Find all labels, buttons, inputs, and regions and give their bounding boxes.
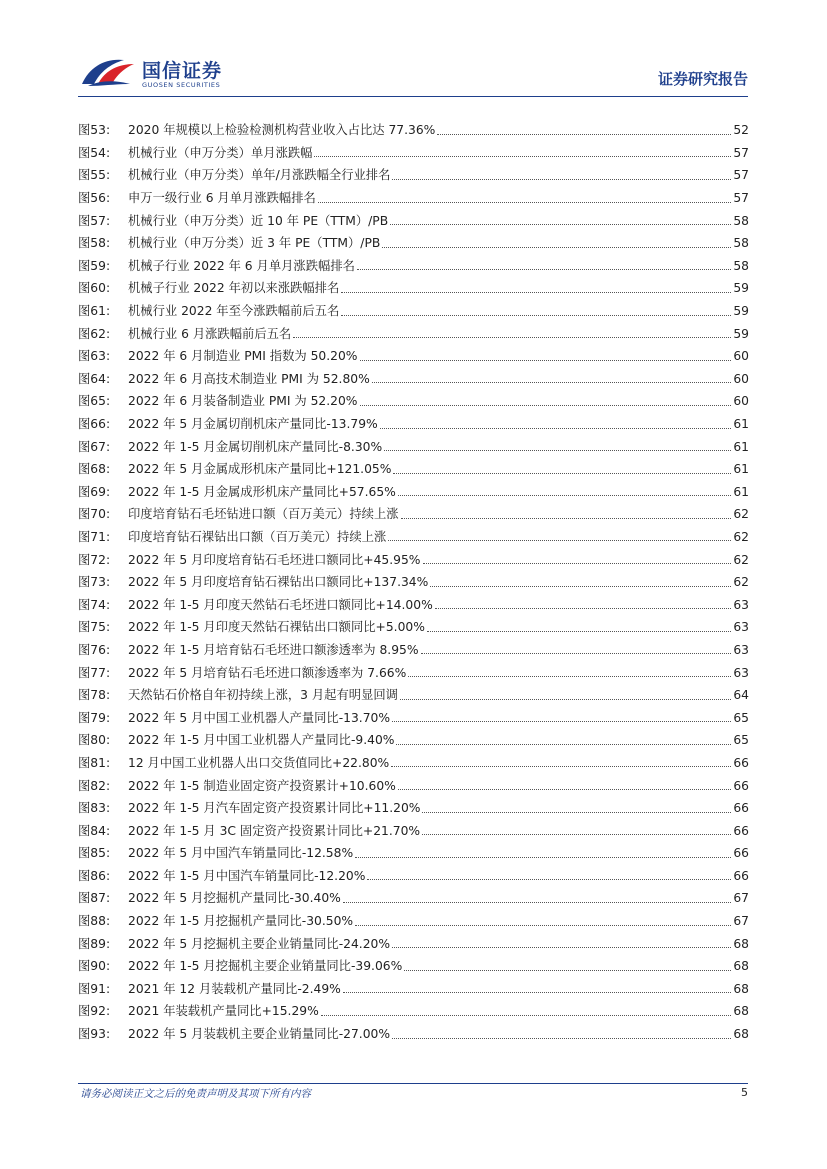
toc-page-number: 63 <box>733 642 749 657</box>
toc-entry[interactable] <box>78 978 749 1001</box>
toc-dot-leader <box>314 156 731 157</box>
toc-page-number: 68 <box>733 1027 749 1042</box>
toc-dot-leader <box>392 721 731 722</box>
toc-figure-number: 图71: <box>78 529 111 544</box>
toc-page-number: 52 <box>733 123 749 138</box>
toc-entry[interactable] <box>78 1023 749 1046</box>
toc-figure-number: 图59: <box>78 258 111 273</box>
toc-figure-number: 图68: <box>78 462 111 477</box>
toc-entry[interactable] <box>78 571 749 594</box>
toc-figure-title: 12 月中国工业机器人出口交货值同比+22.80% <box>128 755 390 770</box>
toc-entry[interactable] <box>78 774 749 797</box>
toc-figure-title: 2022 年 1-5 月印度天然钻石裸钻出口额同比+5.00% <box>128 620 425 635</box>
toc-figure-title: 2022 年 1-5 月金属成形机床产量同比+57.65% <box>128 484 396 499</box>
toc-figure-title: 2022 年 6 月高技术制造业 PMI 为 52.80% <box>128 371 370 386</box>
toc-page-number: 67 <box>733 914 749 929</box>
toc-figure-title: 2022 年 6 月制造业 PMI 指数为 50.20% <box>128 349 358 364</box>
toc-dot-leader <box>427 631 731 632</box>
toc-figure-number: 图66: <box>78 417 111 432</box>
toc-figure-title: 2022 年 1-5 月培育钻石毛坯进口额渗透率为 8.95% <box>128 642 419 657</box>
toc-entry[interactable] <box>78 639 749 662</box>
toc-page-number: 66 <box>733 778 749 793</box>
report-type-label: 证券研究报告 <box>657 70 748 88</box>
toc-dot-leader <box>392 1038 731 1039</box>
toc-figure-number: 图58: <box>78 236 111 251</box>
toc-figure-number: 图73: <box>78 575 111 590</box>
toc-page-number: 59 <box>733 326 749 341</box>
toc-figure-title: 机械子行业 2022 年初以来涨跌幅排名 <box>128 281 340 296</box>
toc-figure-title: 2022 年 1-5 月中国汽车销量同比-12.20% <box>128 868 366 883</box>
toc-figure-title: 2022 年 1-5 月金属切削机床产量同比-8.30% <box>128 439 383 454</box>
toc-page-number: 62 <box>733 575 749 590</box>
toc-figure-title: 2022 年 5 月中国汽车销量同比-12.58% <box>128 846 354 861</box>
toc-dot-leader <box>343 902 732 903</box>
toc-figure-number: 图65: <box>78 394 111 409</box>
toc-page-number: 65 <box>733 733 749 748</box>
toc-figure-title: 印度培育钻石裸钻出口额（百万美元）持续上涨 <box>128 529 387 544</box>
figure-toc-list <box>78 119 749 1045</box>
toc-page-number: 68 <box>733 1004 749 1019</box>
toc-page-number: 62 <box>733 552 749 567</box>
toc-entry[interactable] <box>78 729 749 752</box>
toc-dot-leader <box>393 473 731 474</box>
toc-figure-title: 申万一级行业 6 月单月涨跌幅排名 <box>128 191 316 206</box>
toc-page-number: 65 <box>733 710 749 725</box>
toc-dot-leader <box>422 812 731 813</box>
toc-figure-title: 2022 年 1-5 月汽车固定资产投资累计同比+11.20% <box>128 801 421 816</box>
toc-figure-number: 图56: <box>78 191 111 206</box>
toc-entry[interactable] <box>78 413 749 436</box>
toc-figure-number: 图81: <box>78 755 111 770</box>
toc-entry[interactable] <box>78 842 749 865</box>
toc-entry[interactable] <box>78 255 749 278</box>
toc-dot-leader <box>396 744 731 745</box>
toc-figure-number: 图72: <box>78 552 111 567</box>
toc-dot-leader <box>390 224 731 225</box>
company-logo <box>80 54 240 96</box>
toc-page-number: 68 <box>733 981 749 996</box>
toc-entry[interactable] <box>78 865 749 888</box>
toc-figure-number: 图63: <box>78 349 111 364</box>
toc-figure-number: 图53: <box>78 123 111 138</box>
toc-figure-number: 图62: <box>78 326 111 341</box>
toc-entry[interactable] <box>78 481 749 504</box>
toc-page-number: 66 <box>733 801 749 816</box>
toc-entry[interactable] <box>78 368 749 391</box>
toc-entry[interactable] <box>78 300 749 323</box>
toc-entry[interactable] <box>78 119 749 142</box>
toc-page-number: 67 <box>733 891 749 906</box>
toc-figure-title: 机械行业（申万分类）单年/月涨跌幅全行业排名 <box>128 168 391 183</box>
toc-page-number: 66 <box>733 823 749 838</box>
toc-dot-leader <box>423 563 732 564</box>
toc-figure-number: 图61: <box>78 304 111 319</box>
toc-figure-title: 2022 年 5 月培育钻石毛坯进口额渗透率为 7.66% <box>128 665 407 680</box>
toc-figure-title: 2021 年 12 月装载机产量同比-2.49% <box>128 981 341 996</box>
toc-figure-number: 图93: <box>78 1027 111 1042</box>
toc-entry[interactable] <box>78 164 749 187</box>
toc-figure-number: 图76: <box>78 642 111 657</box>
toc-page-number: 60 <box>733 371 749 386</box>
toc-figure-number: 图57: <box>78 213 111 228</box>
toc-page-number: 58 <box>733 236 749 251</box>
toc-figure-title: 2020 年规模以上检验检测机构营业收入占比达 77.36% <box>128 123 436 138</box>
toc-dot-leader <box>408 676 731 677</box>
toc-figure-number: 图67: <box>78 439 111 454</box>
toc-page-number: 63 <box>733 620 749 635</box>
toc-dot-leader <box>400 699 731 700</box>
toc-figure-title: 机械行业 2022 年至今涨跌幅前后五名 <box>128 304 340 319</box>
toc-figure-title: 2022 年 5 月中国工业机器人产量同比-13.70% <box>128 710 391 725</box>
toc-dot-leader <box>422 834 731 835</box>
toc-figure-number: 图87: <box>78 891 111 906</box>
toc-figure-title: 印度培育钻石毛坯钻进口额（百万美元）持续上涨 <box>128 507 399 522</box>
toc-entry[interactable] <box>78 390 749 413</box>
toc-dot-leader <box>360 405 732 406</box>
toc-figure-number: 图79: <box>78 710 111 725</box>
toc-dot-leader <box>398 495 731 496</box>
toc-entry[interactable] <box>78 955 749 978</box>
toc-page-number: 66 <box>733 755 749 770</box>
toc-page-number: 61 <box>733 439 749 454</box>
toc-figure-title: 2022 年 1-5 月 3C 固定资产投资累计同比+21.70% <box>128 823 421 838</box>
toc-page-number: 59 <box>733 304 749 319</box>
toc-figure-number: 图54: <box>78 145 111 160</box>
toc-page-number: 63 <box>733 665 749 680</box>
toc-page-number: 60 <box>733 349 749 364</box>
toc-figure-number: 图70: <box>78 507 111 522</box>
toc-figure-title: 2022 年 5 月挖掘机主要企业销量同比-24.20% <box>128 936 391 951</box>
toc-figure-title: 2022 年 5 月印度培育钻石裸钻出口额同比+137.34% <box>128 575 429 590</box>
toc-dot-leader <box>341 315 731 316</box>
toc-figure-title: 机械行业（申万分类）单月涨跌幅 <box>128 145 313 160</box>
toc-dot-leader <box>398 789 731 790</box>
toc-page-number: 59 <box>733 281 749 296</box>
toc-page-number: 57 <box>733 191 749 206</box>
toc-figure-title: 2022 年 5 月印度培育钻石毛坯进口额同比+45.95% <box>128 552 421 567</box>
toc-entry[interactable] <box>78 322 749 345</box>
toc-dot-leader <box>430 586 731 587</box>
toc-figure-number: 图85: <box>78 846 111 861</box>
toc-entry[interactable] <box>78 932 749 955</box>
toc-figure-title: 2022 年 1-5 制造业固定资产投资累计+10.60% <box>128 778 396 793</box>
toc-entry[interactable] <box>78 277 749 300</box>
header-divider <box>78 96 748 97</box>
toc-figure-title: 2022 年 5 月装载机主要企业销量同比-27.00% <box>128 1027 391 1042</box>
toc-figure-number: 图91: <box>78 981 111 996</box>
toc-figure-title: 机械行业（申万分类）近 3 年 PE（TTM）/PB <box>128 236 381 251</box>
toc-figure-number: 图92: <box>78 1004 111 1019</box>
toc-figure-title: 2022 年 5 月金属成形机床产量同比+121.05% <box>128 462 392 477</box>
toc-page-number: 62 <box>733 529 749 544</box>
toc-page-number: 58 <box>733 213 749 228</box>
toc-dot-leader <box>388 540 731 541</box>
toc-figure-title: 机械子行业 2022 年 6 月单月涨跌幅排名 <box>128 258 355 273</box>
toc-dot-leader <box>367 879 731 880</box>
toc-page-number: 58 <box>733 258 749 273</box>
toc-dot-leader <box>391 766 731 767</box>
toc-figure-title: 机械行业 6 月涨跌幅前后五名 <box>128 326 292 341</box>
toc-entry[interactable] <box>78 661 749 684</box>
toc-figure-number: 图83: <box>78 801 111 816</box>
toc-page-number: 61 <box>733 417 749 432</box>
toc-dot-leader <box>392 179 731 180</box>
toc-figure-number: 图89: <box>78 936 111 951</box>
toc-figure-title: 2022 年 1-5 月挖掘机产量同比-30.50% <box>128 914 354 929</box>
toc-figure-title: 天然钻石价格自年初持续上涨，3 月起有明显回调 <box>128 688 398 703</box>
toc-entry[interactable] <box>78 593 749 616</box>
toc-dot-leader <box>321 1015 732 1016</box>
logo-text-cn: 国信证券 <box>142 60 223 82</box>
toc-entry[interactable] <box>78 209 749 232</box>
toc-figure-number: 图86: <box>78 868 111 883</box>
toc-entry[interactable] <box>78 797 749 820</box>
toc-entry[interactable] <box>78 616 749 639</box>
toc-entry[interactable] <box>78 503 749 526</box>
toc-entry[interactable] <box>78 526 749 549</box>
toc-page-number: 64 <box>733 688 749 703</box>
toc-figure-title: 2022 年 5 月金属切削机床产量同比-13.79% <box>128 417 378 432</box>
toc-dot-leader <box>372 382 732 383</box>
toc-page-number: 61 <box>733 462 749 477</box>
toc-page-number: 68 <box>733 936 749 951</box>
toc-figure-number: 图69: <box>78 484 111 499</box>
footer-disclaimer: 请务必阅读正文之后的免责声明及其项下所有内容 <box>80 1088 311 1100</box>
toc-dot-leader <box>382 247 731 248</box>
toc-dot-leader <box>360 360 732 361</box>
toc-entry[interactable] <box>78 684 749 707</box>
toc-dot-leader <box>341 292 731 293</box>
toc-entry[interactable] <box>78 548 749 571</box>
toc-figure-title: 2022 年 6 月装备制造业 PMI 为 52.20% <box>128 394 358 409</box>
toc-dot-leader <box>435 608 732 609</box>
toc-figure-number: 图64: <box>78 371 111 386</box>
page-number: 5 <box>741 1086 748 1099</box>
toc-dot-leader <box>404 970 731 971</box>
toc-figure-title: 2022 年 1-5 月中国工业机器人产量同比-9.40% <box>128 733 395 748</box>
guosen-logo-icon <box>80 54 138 88</box>
toc-entry[interactable] <box>78 232 749 255</box>
toc-figure-number: 图77: <box>78 665 111 680</box>
toc-dot-leader <box>380 428 732 429</box>
toc-page-number: 68 <box>733 959 749 974</box>
toc-figure-title: 2022 年 5 月挖掘机产量同比-30.40% <box>128 891 341 906</box>
toc-figure-title: 2022 年 1-5 月印度天然钻石毛坯进口额同比+14.00% <box>128 597 433 612</box>
toc-figure-number: 图80: <box>78 733 111 748</box>
toc-dot-leader <box>343 992 732 993</box>
toc-dot-leader <box>392 947 731 948</box>
toc-dot-leader <box>355 925 731 926</box>
toc-dot-leader <box>401 518 732 519</box>
toc-figure-number: 图75: <box>78 620 111 635</box>
toc-dot-leader <box>355 857 731 858</box>
toc-entry[interactable] <box>78 1000 749 1023</box>
toc-dot-leader <box>318 202 732 203</box>
toc-dot-leader <box>437 134 731 135</box>
toc-entry[interactable] <box>78 458 749 481</box>
toc-figure-number: 图74: <box>78 597 111 612</box>
toc-page-number: 63 <box>733 597 749 612</box>
toc-figure-title: 2021 年装载机产量同比+15.29% <box>128 1004 319 1019</box>
toc-figure-number: 图55: <box>78 168 111 183</box>
toc-figure-title: 机械行业（申万分类）近 10 年 PE（TTM）/PB <box>128 213 389 228</box>
logo-text-en: GUOSEN SECURITIES <box>142 81 221 89</box>
toc-entry[interactable] <box>78 187 749 210</box>
toc-dot-leader <box>384 450 731 451</box>
toc-page-number: 66 <box>733 868 749 883</box>
toc-page-number: 60 <box>733 394 749 409</box>
toc-entry[interactable] <box>78 435 749 458</box>
toc-entry[interactable] <box>78 345 749 368</box>
toc-dot-leader <box>293 337 731 338</box>
toc-figure-number: 图90: <box>78 959 111 974</box>
toc-figure-number: 图84: <box>78 823 111 838</box>
page-header <box>0 0 827 100</box>
toc-entry[interactable] <box>78 887 749 910</box>
toc-page-number: 62 <box>733 507 749 522</box>
toc-page-number: 57 <box>733 168 749 183</box>
toc-figure-number: 图78: <box>78 688 111 703</box>
toc-page-number: 61 <box>733 484 749 499</box>
toc-figure-number: 图88: <box>78 914 111 929</box>
toc-dot-leader <box>357 269 731 270</box>
toc-figure-title: 2022 年 1-5 月挖掘机主要企业销量同比-39.06% <box>128 959 403 974</box>
toc-page-number: 66 <box>733 846 749 861</box>
toc-entry[interactable] <box>78 752 749 775</box>
toc-entry[interactable] <box>78 910 749 933</box>
toc-entry[interactable] <box>78 819 749 842</box>
toc-dot-leader <box>421 653 732 654</box>
toc-entry[interactable] <box>78 706 749 729</box>
toc-figure-number: 图82: <box>78 778 111 793</box>
toc-entry[interactable] <box>78 142 749 165</box>
toc-page-number: 57 <box>733 145 749 160</box>
footer-divider <box>78 1083 748 1084</box>
toc-figure-number: 图60: <box>78 281 111 296</box>
